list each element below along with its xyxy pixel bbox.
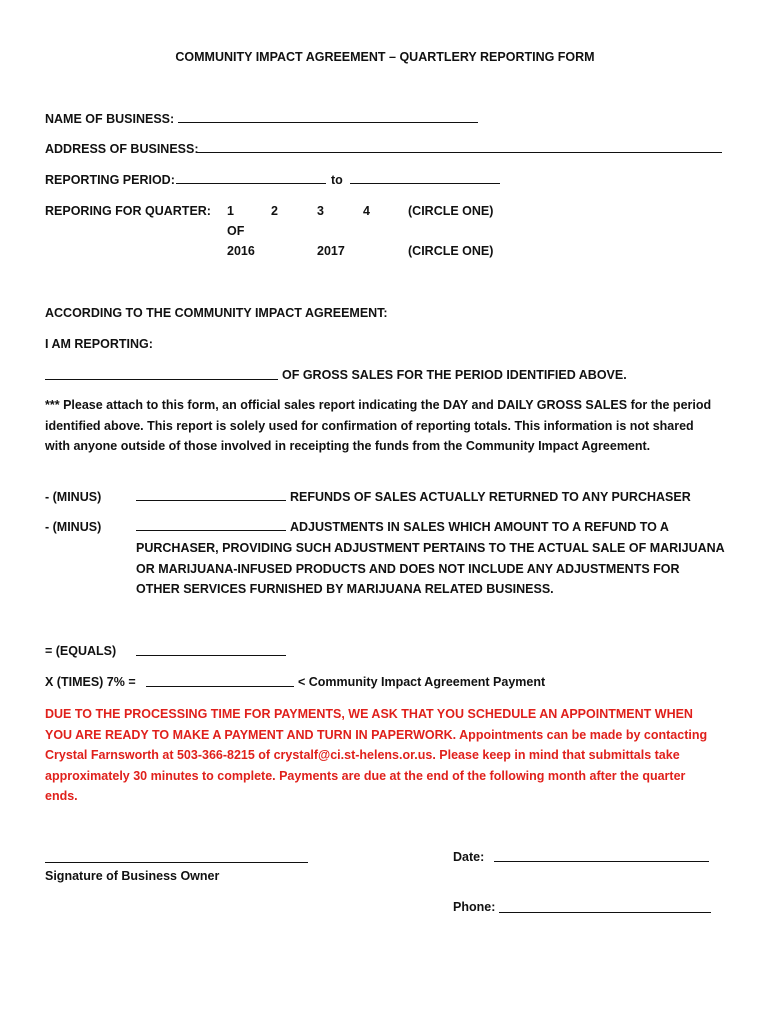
address-of-business-field[interactable] — [197, 152, 722, 153]
phone-label: Phone: — [453, 900, 496, 914]
adjustments-text-line2: PURCHASER, PROVIDING SUCH ADJUSTMENT PERTAINS TO THE ACTUAL SALE OF MARIJUANA — [136, 541, 725, 555]
adjustments-text-line4: OTHER SERVICES FURNISHED BY MARIJUANA RELATED BUSINESS. — [136, 582, 554, 596]
name-of-business-field[interactable] — [178, 122, 478, 123]
reporting-period-label: REPORTING PERIOD: — [45, 173, 175, 187]
quarter-of: OF — [227, 224, 245, 238]
reporting-period-end-field[interactable] — [350, 183, 500, 184]
quarter-option-3[interactable]: 3 — [317, 204, 324, 218]
reporting-period-start-field[interactable] — [176, 183, 326, 184]
minus-label-refunds: - (MINUS) — [45, 490, 102, 504]
adjustments-text-line1: ADJUSTMENTS IN SALES WHICH AMOUNT TO A REFUND TO A — [290, 520, 669, 534]
equals-label: = (EQUALS) — [45, 644, 117, 658]
form-title: COMMUNITY IMPACT AGREEMENT – QUARTLERY REPORTING FORM — [175, 50, 595, 64]
refunds-text: REFUNDS OF SALES ACTUALLY RETURNED TO ANY PURCHASER — [290, 490, 691, 504]
signature-field[interactable] — [45, 862, 308, 863]
payment-field[interactable] — [146, 686, 294, 687]
year-option-2017[interactable]: 2017 — [317, 244, 345, 258]
attachment-note: *** Please attach to this form, an official sales report indicating the DAY and DAILY GROSS SALES for the period identified above. This report is solely used for confirmation of reporting totals. This information is not shared with anyone outside of those involved in receipting the funds from the Community Impact Agreement. — [45, 398, 712, 453]
name-of-business-label: NAME OF BUSINESS: — [45, 112, 175, 126]
times-label: X (TIMES) 7% = — [45, 675, 136, 689]
minus-label-adjustments: - (MINUS) — [45, 520, 102, 534]
equals-field[interactable] — [136, 655, 286, 656]
adjustments-field[interactable] — [136, 530, 286, 531]
year-circle-one: (CIRCLE ONE) — [408, 244, 494, 258]
quarter-option-4[interactable]: 4 — [363, 204, 370, 218]
phone-field[interactable] — [499, 912, 711, 913]
adjustments-text-line3: OR MARIJUANA-INFUSED PRODUCTS AND DOES NOT INCLUDE ANY ADJUSTMENTS FOR — [136, 562, 680, 576]
date-field[interactable] — [494, 861, 709, 862]
reporting-quarter-label: REPORING FOR QUARTER: — [45, 204, 211, 218]
gross-sales-text: OF GROSS SALES FOR THE PERIOD IDENTIFIED ABOVE. — [282, 368, 627, 382]
signature-label: Signature of Business Owner — [45, 869, 220, 883]
gross-sales-field[interactable] — [45, 379, 278, 380]
quarter-circle-one: (CIRCLE ONE) — [408, 204, 494, 218]
according-heading: ACCORDING TO THE COMMUNITY IMPACT AGREEMENT: — [45, 306, 388, 320]
refunds-field[interactable] — [136, 500, 286, 501]
quarter-option-1[interactable]: 1 — [227, 204, 234, 218]
payment-label: < Community Impact Agreement Payment — [298, 675, 546, 689]
appointment-notice: DUE TO THE PROCESSING TIME FOR PAYMENTS, WE ASK THAT YOU SCHEDULE AN APPOINTMENT WHEN YOU ARE READY TO MAKE A PAYMENT AND TURN IN PAPERWORK. Appointments can be made by contacting Crystal Farnsworth at 503-366-8215 of crystalf@ci.st-helens.or.us. Please keep in mind that submittals take approximately 30 minutes to complete. Payments are due at the end of the following month after the quarter ends. — [45, 707, 708, 803]
quarter-option-2[interactable]: 2 — [271, 204, 278, 218]
year-option-2016[interactable]: 2016 — [227, 244, 255, 258]
reporting-period-to: to — [331, 173, 343, 187]
date-label: Date: — [453, 850, 485, 864]
address-of-business-label: ADDRESS OF BUSINESS: — [45, 142, 199, 156]
i-am-reporting: I AM REPORTING: — [45, 337, 153, 351]
